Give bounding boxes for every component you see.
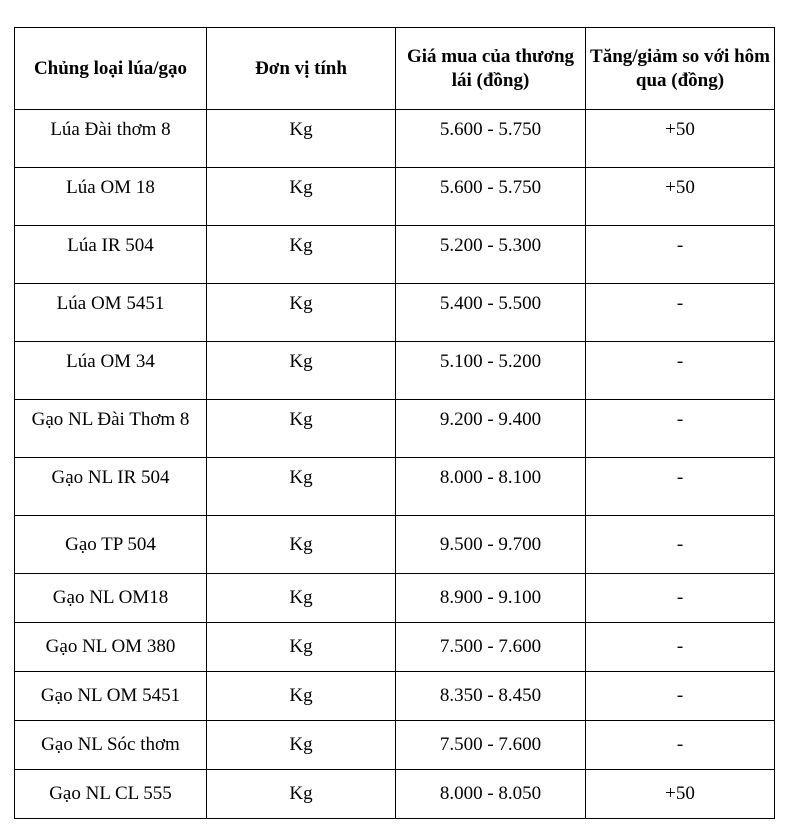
cell-type: Gạo NL Đài Thơm 8 [15,400,207,458]
cell-unit: Kg [207,342,396,400]
cell-price: 8.350 - 8.450 [396,672,586,721]
cell-change: - [586,516,775,574]
table-row [15,458,775,516]
table-row [15,226,775,284]
table-row [15,110,775,168]
cell-change: +50 [586,168,775,226]
table-row [15,516,775,574]
cell-change: +50 [586,770,775,819]
header-unit: Đơn vị tính [207,28,396,110]
cell-type: Lúa OM 34 [15,342,207,400]
cell-type: Lúa Đài thơm 8 [15,110,207,168]
cell-price: 5.200 - 5.300 [396,226,586,284]
cell-type: Gạo NL Sóc thơm [15,721,207,770]
cell-unit: Kg [207,721,396,770]
cell-type: Gạo NL OM 5451 [15,672,207,721]
table-row [15,342,775,400]
cell-unit: Kg [207,110,396,168]
cell-type: Lúa OM 18 [15,168,207,226]
cell-unit: Kg [207,284,396,342]
cell-type: Lúa IR 504 [15,226,207,284]
cell-unit: Kg [207,770,396,819]
table-row [15,168,775,226]
cell-unit: Kg [207,400,396,458]
cell-type: Gạo NL OM 380 [15,623,207,672]
cell-type: Gạo NL OM18 [15,574,207,623]
cell-unit: Kg [207,516,396,574]
table-row [15,623,775,672]
cell-change: - [586,458,775,516]
cell-price: 5.600 - 5.750 [396,168,586,226]
cell-price: 5.100 - 5.200 [396,342,586,400]
table-row [15,574,775,623]
cell-price: 8.000 - 8.100 [396,458,586,516]
cell-change: - [586,574,775,623]
header-type: Chủng loại lúa/gạo [15,28,207,110]
header-row [15,28,775,110]
cell-price: 9.200 - 9.400 [396,400,586,458]
cell-price: 5.400 - 5.500 [396,284,586,342]
cell-change: - [586,284,775,342]
cell-change: +50 [586,110,775,168]
table-row [15,400,775,458]
cell-unit: Kg [207,458,396,516]
table-body [15,110,775,819]
cell-price: 7.500 - 7.600 [396,623,586,672]
cell-unit: Kg [207,672,396,721]
cell-type: Gạo NL IR 504 [15,458,207,516]
cell-unit: Kg [207,574,396,623]
cell-type: Lúa OM 5451 [15,284,207,342]
table-row [15,721,775,770]
cell-type: Gạo NL CL 555 [15,770,207,819]
table-row [15,672,775,721]
rice-price-table [14,27,775,819]
cell-change: - [586,623,775,672]
cell-unit: Kg [207,226,396,284]
table-row [15,770,775,819]
cell-change: - [586,400,775,458]
header-price: Giá mua của thương lái (đồng) [396,28,586,110]
cell-type: Gạo TP 504 [15,516,207,574]
cell-change: - [586,226,775,284]
cell-unit: Kg [207,168,396,226]
cell-change: - [586,721,775,770]
cell-price: 8.000 - 8.050 [396,770,586,819]
cell-price: 9.500 - 9.700 [396,516,586,574]
cell-unit: Kg [207,623,396,672]
cell-price: 5.600 - 5.750 [396,110,586,168]
cell-price: 7.500 - 7.600 [396,721,586,770]
cell-change: - [586,672,775,721]
cell-price: 8.900 - 9.100 [396,574,586,623]
table-row [15,284,775,342]
header-change: Tăng/giảm so với hôm qua (đồng) [586,28,775,110]
cell-change: - [586,342,775,400]
table-header [15,28,775,110]
